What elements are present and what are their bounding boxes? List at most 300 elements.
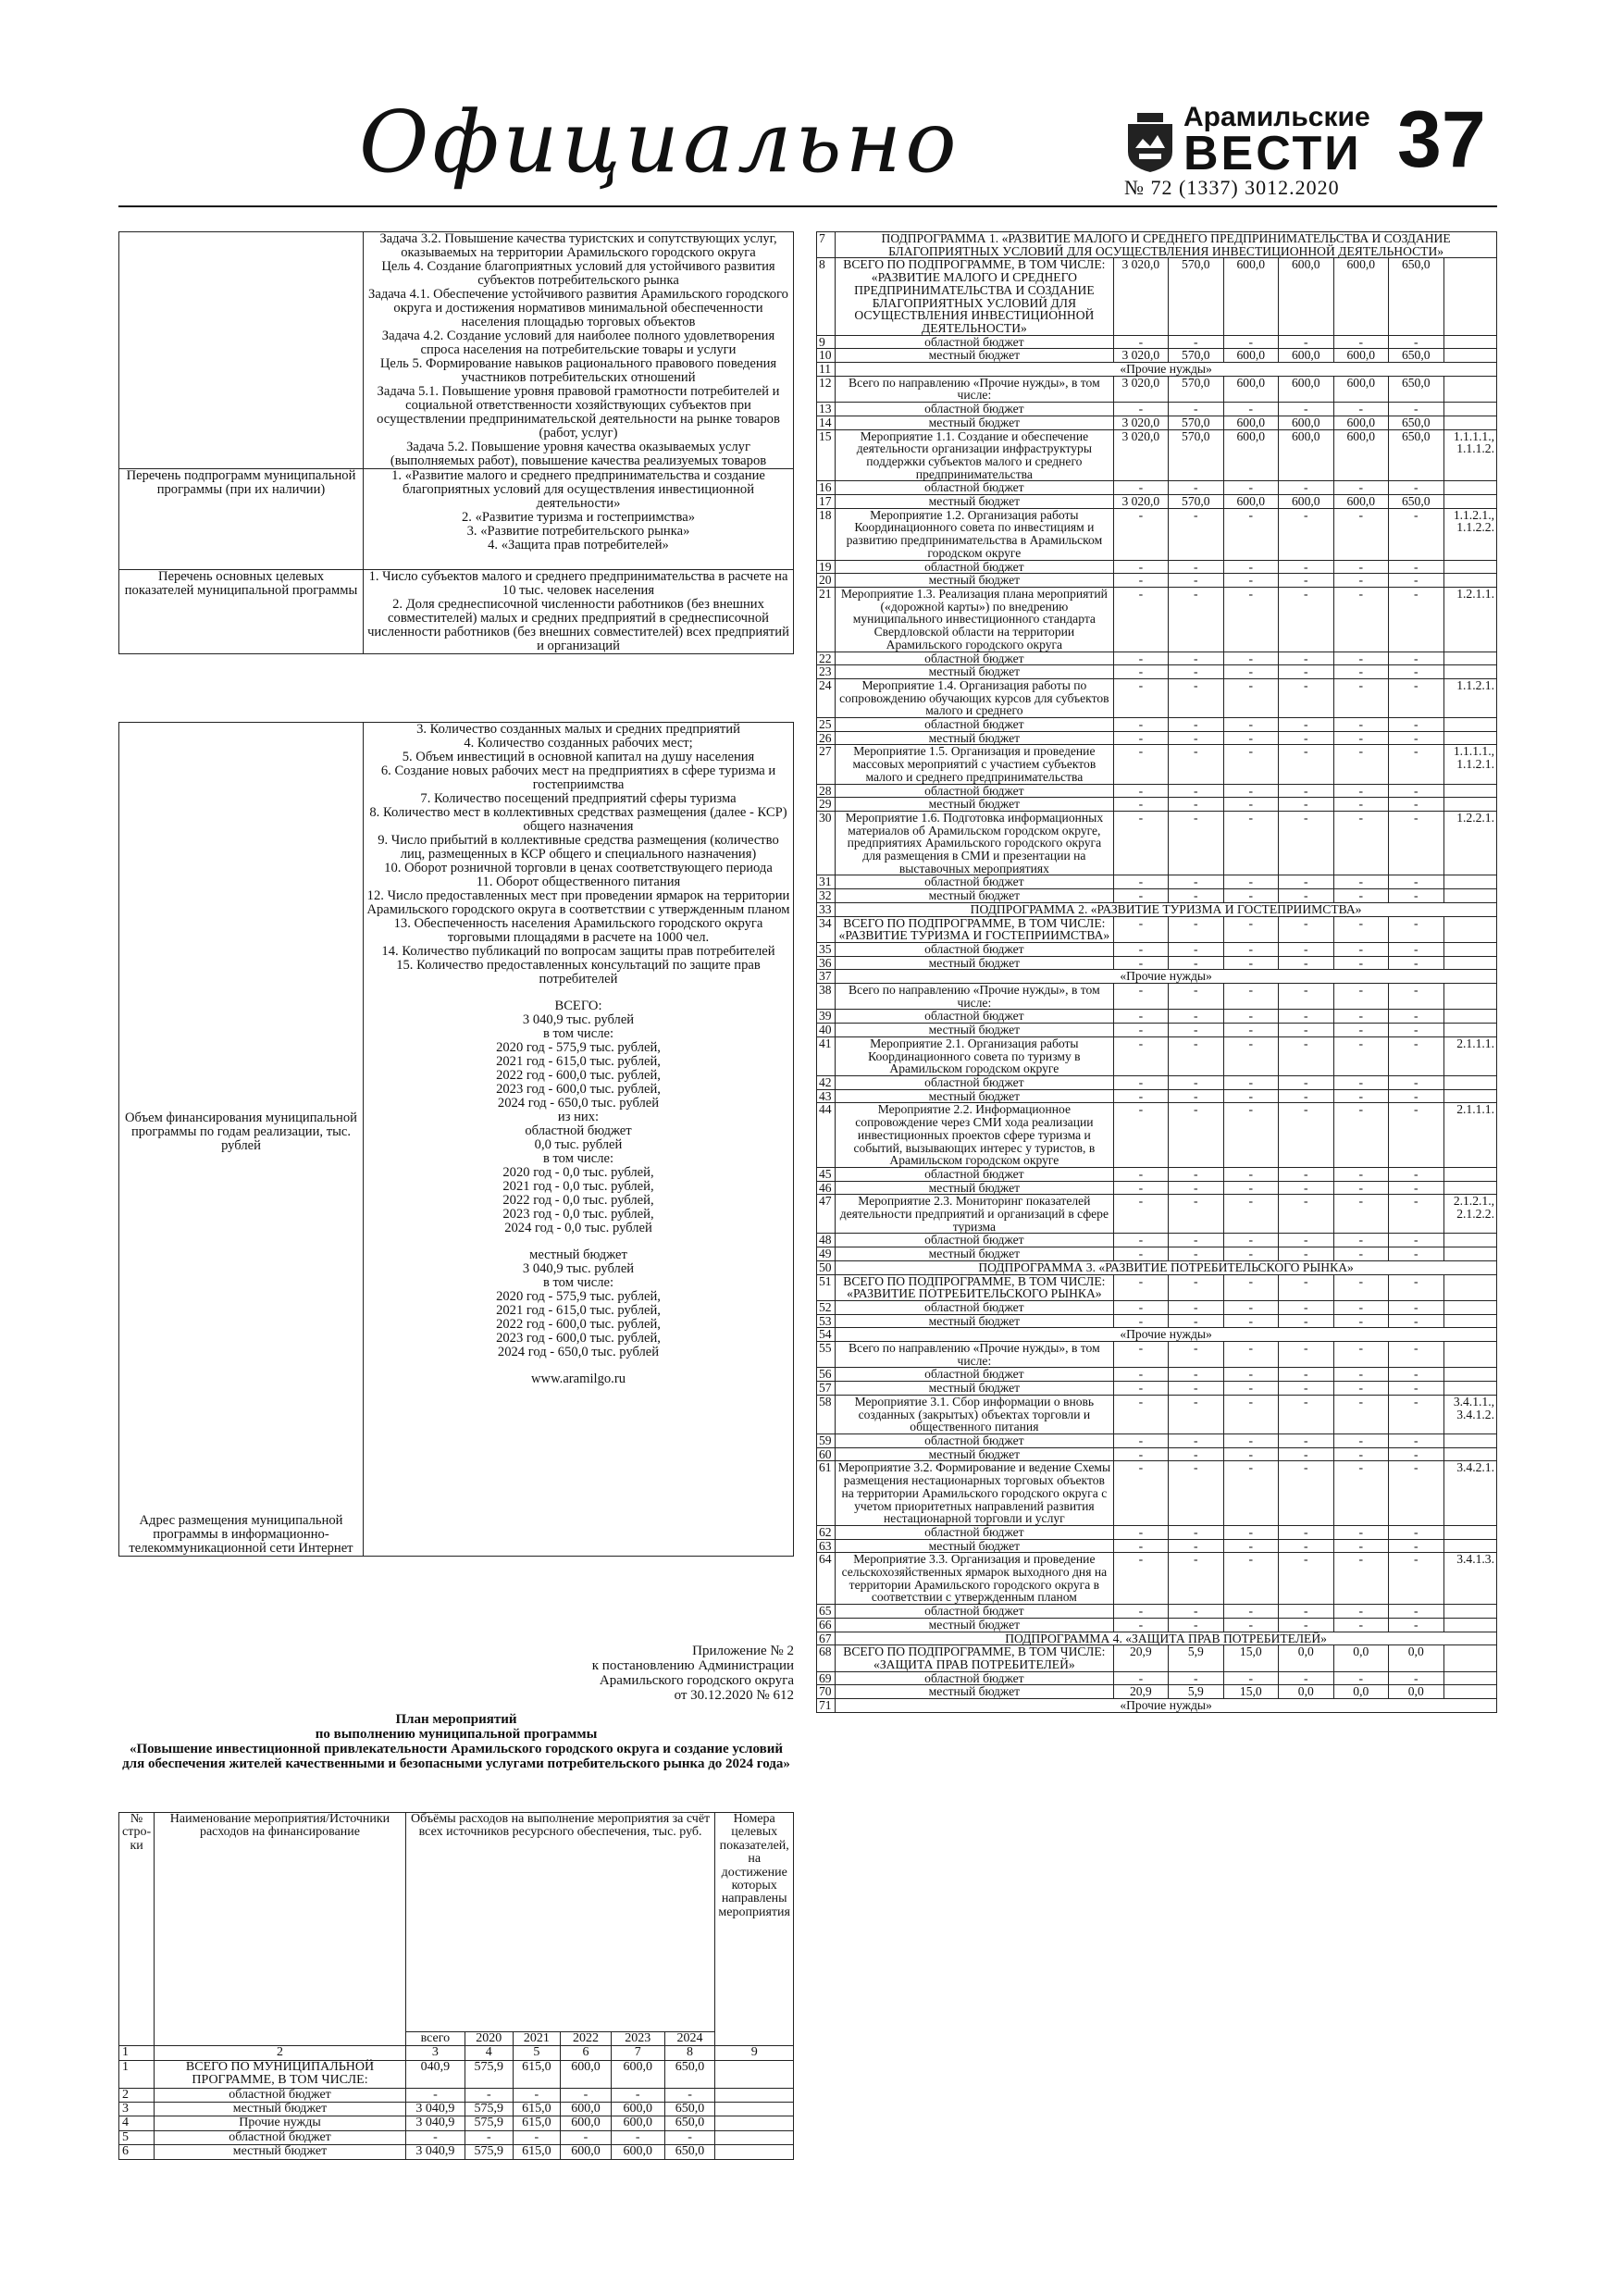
row-number: 18 <box>817 508 836 560</box>
target-numbers <box>1443 731 1497 745</box>
row-number: 42 <box>817 1076 836 1090</box>
item-name: областной бюджет <box>836 403 1113 416</box>
target-numbers <box>1443 416 1497 429</box>
item-name: областной бюджет <box>836 1234 1113 1247</box>
amount-cell: - <box>1223 745 1278 784</box>
amount-cell: - <box>1223 1024 1278 1037</box>
appendix-line: от 30.12.2020 № 612 <box>674 1688 794 1703</box>
amount-cell: 15,0 <box>1223 1685 1278 1699</box>
amount-cell: - <box>1333 1274 1388 1300</box>
amount-cell: - <box>1333 1167 1388 1181</box>
item-name: местный бюджет <box>836 1089 1113 1103</box>
item-name: местный бюджет <box>155 2145 406 2159</box>
item-name: областной бюджет <box>836 560 1113 574</box>
amount-cell: - <box>1279 1461 1333 1526</box>
target-numbers <box>1443 1076 1497 1090</box>
item-name: областной бюджет <box>836 1076 1113 1090</box>
amount-cell: - <box>1333 984 1388 1010</box>
amount-cell: - <box>1333 1368 1388 1382</box>
amount-cell: - <box>1333 1076 1388 1090</box>
amount-cell: 600,0 <box>1279 495 1333 509</box>
amount-cell: - <box>1389 942 1443 956</box>
amount-cell: - <box>1113 1195 1168 1234</box>
table-row <box>817 376 1497 402</box>
target-numbers <box>1443 1447 1497 1461</box>
target-numbers <box>1443 1167 1497 1181</box>
row-number: 52 <box>817 1300 836 1314</box>
amount-cell: - <box>1279 718 1333 732</box>
amount-cell: - <box>1223 1247 1278 1261</box>
amount-cell: 600,0 <box>1279 429 1333 481</box>
indicator-item: 7. Количество посещений предприятий сферы туризма <box>420 791 737 806</box>
amount-cell: 600,0 <box>1223 495 1278 509</box>
amount-cell: 0,0 <box>1279 1645 1333 1671</box>
year-header: 2023 <box>611 2032 664 2046</box>
table-row <box>119 2116 794 2130</box>
amount-cell: - <box>1169 1024 1223 1037</box>
amount-cell: - <box>1113 560 1168 574</box>
amount-cell: - <box>1113 1300 1168 1314</box>
indicator-item: 5. Объем инвестиций в основной капитал на душу населения <box>402 750 755 764</box>
amount-cell: - <box>1169 875 1223 889</box>
table-row <box>817 1382 1497 1396</box>
target-numbers <box>1443 1342 1497 1368</box>
row-number: 38 <box>817 984 836 1010</box>
table-row <box>817 481 1497 495</box>
amount-cell: - <box>1333 1181 1388 1195</box>
amount-cell: 0,0 <box>1389 1685 1443 1699</box>
amount-cell: - <box>1169 652 1223 665</box>
amount-cell: - <box>405 2088 465 2102</box>
amount-cell: - <box>1113 1618 1168 1632</box>
target-numbers: 3.4.2.1. <box>1443 1461 1497 1526</box>
table-row <box>817 875 1497 889</box>
table-row <box>817 1103 1497 1168</box>
goal-item: Цель 4. Создание благоприятных условий для устойчивого развития субъектов потребительского рынка <box>381 259 775 288</box>
amount-cell: - <box>1223 1539 1278 1553</box>
item-name: местный бюджет <box>836 1618 1113 1632</box>
amount-cell: - <box>1279 1368 1333 1382</box>
amount-cell: - <box>1279 1447 1333 1461</box>
col-targets-header: Номера целевых показателей, на достижение которых направлены мероприятия <box>715 1813 794 2046</box>
amount-cell: 600,0 <box>611 2145 664 2159</box>
row-number: 9 <box>817 335 836 349</box>
target-numbers <box>1443 335 1497 349</box>
target-numbers <box>1443 1300 1497 1314</box>
amount-cell: - <box>1223 587 1278 652</box>
amount-cell: - <box>1113 1382 1168 1396</box>
appendix-line: Приложение № 2 <box>692 1644 794 1658</box>
table-row <box>817 1247 1497 1261</box>
amount-cell: 3 040,9 <box>405 2103 465 2116</box>
amount-cell: - <box>1113 1605 1168 1619</box>
target-numbers <box>1443 1024 1497 1037</box>
amount-cell: - <box>1223 652 1278 665</box>
amount-cell: - <box>1279 1181 1333 1195</box>
amount-cell: - <box>1333 811 1388 875</box>
amount-cell: - <box>1113 403 1168 416</box>
item-name: местный бюджет <box>836 1447 1113 1461</box>
amount-cell: 3 040,9 <box>405 2145 465 2159</box>
amount-cell: - <box>1169 1314 1223 1328</box>
indicator-item: 10. Оборот розничной торговли в ценах соответствующего периода <box>384 861 773 875</box>
item-name: местный бюджет <box>836 349 1113 363</box>
amount-cell: - <box>1113 745 1168 784</box>
target-numbers <box>1443 1382 1497 1396</box>
amount-cell: - <box>1169 1167 1223 1181</box>
amount-cell: - <box>465 2088 514 2102</box>
target-numbers <box>1443 349 1497 363</box>
amount-cell: - <box>561 2088 612 2102</box>
table-row <box>817 1342 1497 1368</box>
target-numbers <box>1443 665 1497 679</box>
amount-cell: - <box>1113 916 1168 942</box>
goal-item: Задача 5.2. Повышение уровня качества оказываемых услуг (выполняемых работ), повышение качества реализуемых товаров <box>390 440 767 468</box>
amount-cell: - <box>1333 403 1388 416</box>
amount-cell: - <box>1223 1103 1278 1168</box>
amount-cell: - <box>1389 1433 1443 1447</box>
indicator-item: 8. Количество мест в коллективных средствах размещения (далее - КСР) общего назначения <box>369 805 787 834</box>
amount-cell: - <box>1169 1368 1223 1382</box>
amount-cell: - <box>1223 560 1278 574</box>
amount-cell: - <box>1169 942 1223 956</box>
amount-cell: 600,0 <box>1279 258 1333 335</box>
amount-cell: - <box>611 2130 664 2144</box>
target-numbers: 1.1.2.1. <box>1443 678 1497 717</box>
amount-cell: - <box>1389 1382 1443 1396</box>
amount-cell: - <box>1113 1433 1168 1447</box>
table-row <box>817 1553 1497 1605</box>
amount-cell: - <box>1279 875 1333 889</box>
amount-cell: - <box>1389 1553 1443 1605</box>
amount-cell: - <box>1223 1274 1278 1300</box>
amount-cell: 3 020,0 <box>1113 376 1168 402</box>
finance-line: из них: <box>557 1110 600 1124</box>
amount-cell: 600,0 <box>561 2145 612 2159</box>
item-name: областной бюджет <box>836 1671 1113 1685</box>
amount-cell: 3 020,0 <box>1113 258 1168 335</box>
amount-cell: - <box>1333 1089 1388 1103</box>
amount-cell: - <box>1279 811 1333 875</box>
finance-line: 0,0 тыс. рублей <box>534 1137 623 1152</box>
amount-cell: - <box>1279 1539 1333 1553</box>
amount-cell: - <box>1279 1195 1333 1234</box>
amount-cell: 600,0 <box>1223 416 1278 429</box>
table-row <box>817 1433 1497 1447</box>
item-name: Всего по направлению «Прочие нужды», в том числе: <box>836 1342 1113 1368</box>
amount-cell: - <box>1333 916 1388 942</box>
table-row <box>817 574 1497 588</box>
amount-cell: - <box>1279 1433 1333 1447</box>
col-number: 4 <box>465 2046 514 2060</box>
item-name: местный бюджет <box>836 495 1113 509</box>
amount-cell: - <box>1223 1089 1278 1103</box>
amount-cell: - <box>1389 731 1443 745</box>
table-row <box>817 1671 1497 1685</box>
amount-cell: - <box>1113 1076 1168 1090</box>
amount-cell: - <box>1169 1382 1223 1396</box>
amount-cell: 0,0 <box>1333 1645 1388 1671</box>
row-number: 29 <box>817 798 836 812</box>
amount-cell: 0,0 <box>1279 1685 1333 1699</box>
item-name: Мероприятие 1.2. Организация работы Координационного совета по инвестициям и развитию предпринимательства в Арамильском городском округе <box>836 508 1113 560</box>
amount-cell: - <box>1333 1010 1388 1024</box>
section-title: Официально <box>359 93 960 192</box>
amount-cell: - <box>1223 1618 1278 1632</box>
amount-cell: 575,9 <box>465 2060 514 2088</box>
row-number: 23 <box>817 665 836 679</box>
amount-cell: - <box>1169 678 1223 717</box>
amount-cell: - <box>1223 1076 1278 1090</box>
amount-cell: - <box>1113 1525 1168 1539</box>
passport-table-2 <box>118 722 794 1557</box>
amount-cell: - <box>1169 1036 1223 1075</box>
target-numbers: 1.2.2.1. <box>1443 811 1497 875</box>
row-number: 50 <box>817 1260 836 1274</box>
amount-cell: - <box>1113 574 1168 588</box>
amount-cell: - <box>1333 745 1388 784</box>
amount-cell: - <box>1333 1247 1388 1261</box>
amount-cell: 570,0 <box>1169 429 1223 481</box>
amount-cell: - <box>1389 403 1443 416</box>
amount-cell: - <box>1223 1195 1278 1234</box>
section-heading: «Прочие нужды» <box>836 1328 1497 1342</box>
row-number: 63 <box>817 1539 836 1553</box>
amount-cell: 3 020,0 <box>1113 349 1168 363</box>
amount-cell: - <box>1389 875 1443 889</box>
amount-cell: - <box>1389 1234 1443 1247</box>
item-name: областной бюджет <box>836 652 1113 665</box>
row-number: 67 <box>817 1632 836 1645</box>
finance-line: 2022 год - 0,0 тыс. рублей, <box>502 1193 654 1208</box>
row-number: 66 <box>817 1618 836 1632</box>
table-row <box>817 1195 1497 1234</box>
amount-cell: - <box>1333 942 1388 956</box>
amount-cell: - <box>1223 1525 1278 1539</box>
amount-cell: 615,0 <box>513 2103 561 2116</box>
amount-cell: - <box>1389 1076 1443 1090</box>
amount-cell: - <box>1223 1234 1278 1247</box>
amount-cell: - <box>1389 481 1443 495</box>
target-numbers <box>1443 652 1497 665</box>
finance-line: 2021 год - 615,0 тыс. рублей, <box>496 1054 661 1069</box>
finance-line: 3 040,9 тыс. рублей <box>522 1261 635 1276</box>
amount-cell: 650,0 <box>1389 349 1443 363</box>
target-numbers <box>1443 376 1497 402</box>
plan-table-continued <box>816 231 1497 1713</box>
item-name: местный бюджет <box>836 1247 1113 1261</box>
amount-cell: - <box>1169 1539 1223 1553</box>
target-numbers <box>1443 1671 1497 1685</box>
table-row <box>817 665 1497 679</box>
row-number: 21 <box>817 587 836 652</box>
row-number: 37 <box>817 970 836 984</box>
item-name: ВСЕГО ПО ПОДПРОГРАММЕ, В ТОМ ЧИСЛЕ: «РАЗВИТИЕ МАЛОГО И СРЕДНЕГО ПРЕДПРИНИМАТЕЛЬСТВА И СОЗДАНИЕ БЛАГОПРИЯТНЫХ УСЛОВИЙ ДЛЯ ОСУЩЕСТВЛЕНИЯ ИНВЕСТИЦИОННОЙ ДЕЯТЕЛЬНОСТИ» <box>836 258 1113 335</box>
amount-cell: - <box>1223 678 1278 717</box>
table-row <box>817 1076 1497 1090</box>
amount-cell: - <box>1113 1274 1168 1300</box>
table-row <box>119 2088 794 2102</box>
website-link[interactable]: www.aramilgo.ru <box>531 1371 626 1386</box>
table-row <box>817 1010 1497 1024</box>
target-numbers <box>1443 1618 1497 1632</box>
item-name: Мероприятие 1.6. Подготовка информационных материалов об Арамильском городском округе, предприятиях Арамильского городского округа для размещения в СМИ и презентации на выставочных мероприятиях <box>836 811 1113 875</box>
indicator-item: 13. Обеспеченность населения Арамильского городского округа торговыми площадями в расчете на 1000 чел. <box>393 916 763 945</box>
amount-cell: - <box>1223 1671 1278 1685</box>
row-number: 6 <box>119 2145 155 2159</box>
row-number: 10 <box>817 349 836 363</box>
row-number: 53 <box>817 1314 836 1328</box>
item-name: Мероприятие 2.3. Мониторинг показателей деятельности предприятий и организаций в сфере туризма <box>836 1195 1113 1234</box>
row-number: 54 <box>817 1328 836 1342</box>
amount-cell: - <box>1279 1525 1333 1539</box>
section-heading: ПОДПРОГРАММА 4. «ЗАЩИТА ПРАВ ПОТРЕБИТЕЛЕЙ» <box>836 1632 1497 1645</box>
amount-cell: - <box>1333 1300 1388 1314</box>
amount-cell: 570,0 <box>1169 258 1223 335</box>
row-number: 49 <box>817 1247 836 1261</box>
table-row <box>817 942 1497 956</box>
amount-cell: - <box>1223 1342 1278 1368</box>
amount-cell: - <box>1389 984 1443 1010</box>
amount-cell: - <box>1113 875 1168 889</box>
item-name: местный бюджет <box>836 1314 1113 1328</box>
amount-cell: - <box>1279 745 1333 784</box>
amount-cell: - <box>1113 1314 1168 1328</box>
amount-cell: - <box>1279 956 1333 970</box>
item-name: местный бюджет <box>836 1382 1113 1396</box>
table-row <box>817 560 1497 574</box>
amount-cell: 600,0 <box>611 2103 664 2116</box>
subprogram-item: 4. «Защита прав потребителей» <box>488 538 669 552</box>
amount-cell: 600,0 <box>1279 376 1333 402</box>
amount-cell: 575,9 <box>465 2116 514 2130</box>
brand-top: Арамильские <box>1183 102 1370 132</box>
amount-cell: - <box>1223 731 1278 745</box>
table-row <box>817 1525 1497 1539</box>
indicator-item: 6. Создание новых рабочих мест на предприятиях в сфере туризма и гостеприимства <box>380 763 776 792</box>
row-number: 12 <box>817 376 836 402</box>
amount-cell: - <box>1389 1167 1443 1181</box>
amount-cell: - <box>1279 1010 1333 1024</box>
amount-cell: 600,0 <box>1333 349 1388 363</box>
amount-cell: - <box>1279 1274 1333 1300</box>
finance-line: 2023 год - 600,0 тыс. рублей, <box>496 1082 661 1097</box>
amount-cell: - <box>1113 942 1168 956</box>
item-name: областной бюджет <box>155 2088 406 2102</box>
amount-cell: 20,9 <box>1113 1685 1168 1699</box>
row-number: 48 <box>817 1234 836 1247</box>
column-numbers-row <box>119 2046 794 2060</box>
row-number: 26 <box>817 731 836 745</box>
amount-cell: - <box>1169 481 1223 495</box>
amount-cell: 600,0 <box>1279 416 1333 429</box>
amount-cell: - <box>1169 1089 1223 1103</box>
indicator-item: 3. Количество созданных малых и средних предприятий <box>416 722 740 737</box>
goal-item: Задача 4.1. Обеспечение устойчивого развития Арамильского городского округа и достижения нормативов минимальной обеспеченности населения площадью торговых объектов <box>368 287 788 329</box>
amount-cell: - <box>1113 1024 1168 1037</box>
amount-cell: - <box>1223 1395 1278 1433</box>
row-number: 2 <box>119 2088 155 2102</box>
amount-cell: - <box>1389 1195 1443 1234</box>
item-name: местный бюджет <box>836 798 1113 812</box>
amount-cell: - <box>1333 665 1388 679</box>
section-heading: «Прочие нужды» <box>836 970 1497 984</box>
amount-cell: - <box>1113 1395 1168 1433</box>
section-heading-row <box>817 1632 1497 1645</box>
table-row <box>817 784 1497 798</box>
item-name: Мероприятие 2.1. Организация работы Координационного совета по туризму в Арамильском городском округе <box>836 1036 1113 1075</box>
amount-cell: - <box>1333 560 1388 574</box>
amount-cell: 615,0 <box>513 2145 561 2159</box>
amount-cell: 650,0 <box>1389 258 1443 335</box>
amount-cell: - <box>1389 1300 1443 1314</box>
plan-title-line: «Повышение инвестиционной привлекательности Арамильского городского округа и создание условий для обеспечения жителей качественными и безопасными услугами потребительского рынка до 2024 года» <box>122 1742 790 1771</box>
amount-cell: - <box>1169 731 1223 745</box>
finance-line: 2022 год - 600,0 тыс. рублей, <box>496 1068 661 1083</box>
item-name: местный бюджет <box>836 956 1113 970</box>
target-numbers <box>1443 1645 1497 1671</box>
amount-cell: 570,0 <box>1169 416 1223 429</box>
item-name: местный бюджет <box>836 1024 1113 1037</box>
goal-item: Задача 4.2. Создание условий для наиболее полного удовлетворения спроса населения на потребительские товары и услуги <box>381 329 775 357</box>
target-numbers <box>1443 560 1497 574</box>
target-numbers <box>1443 942 1497 956</box>
target-numbers <box>1443 258 1497 335</box>
amount-cell: - <box>1113 1447 1168 1461</box>
amount-cell: 600,0 <box>1333 429 1388 481</box>
amount-cell: - <box>1113 678 1168 717</box>
amount-cell: - <box>1333 889 1388 903</box>
amount-cell: 650,0 <box>1389 495 1443 509</box>
item-name: областной бюджет <box>836 1167 1113 1181</box>
amount-cell: - <box>1279 916 1333 942</box>
table-row <box>817 508 1497 560</box>
target-numbers: 2.1.1.1. <box>1443 1103 1497 1168</box>
amount-cell: - <box>465 2130 514 2144</box>
amount-cell: 0,0 <box>1333 1685 1388 1699</box>
row-number: 20 <box>817 574 836 588</box>
table-row <box>817 429 1497 481</box>
amount-cell: - <box>1113 1167 1168 1181</box>
col-number: 1 <box>119 2046 155 2060</box>
amount-cell: - <box>1223 798 1278 812</box>
amount-cell: - <box>1279 1089 1333 1103</box>
item-name: областной бюджет <box>836 1010 1113 1024</box>
amount-cell: - <box>1169 984 1223 1010</box>
amount-cell: - <box>1113 335 1168 349</box>
indicator-item: 11. Оборот общественного питания <box>476 875 681 889</box>
row-number: 69 <box>817 1671 836 1685</box>
amount-cell: - <box>1113 665 1168 679</box>
year-header: 2021 <box>513 2032 561 2046</box>
row-number: 46 <box>817 1181 836 1195</box>
amount-cell: - <box>1169 508 1223 560</box>
col-name-header: Наименование мероприятия/Источники расходов на финансирование <box>155 1813 406 2046</box>
target-numbers <box>1443 403 1497 416</box>
amount-cell: - <box>1389 560 1443 574</box>
item-name: ВСЕГО ПО ПОДПРОГРАММЕ, В ТОМ ЧИСЛЕ: «ЗАЩИТА ПРАВ ПОТРЕБИТЕЛЕЙ» <box>836 1645 1113 1671</box>
amount-cell: 650,0 <box>664 2103 715 2116</box>
amount-cell: - <box>664 2130 715 2144</box>
table-row <box>817 416 1497 429</box>
table-row <box>817 678 1497 717</box>
section-heading: ПОДПРОГРАММА 1. «РАЗВИТИЕ МАЛОГО И СРЕДНЕГО ПРЕДПРИНИМАТЕЛЬСТВА И СОЗДАНИЕ БЛАГОПРИЯТНЫХ УСЛОВИЙ ДЛЯ ОСУЩЕСТВЛЕНИЯ ИНВЕСТИЦИОННОЙ ДЕЯТЕЛЬНОСТИ» <box>836 232 1497 258</box>
row-number: 35 <box>817 942 836 956</box>
table-row <box>817 1274 1497 1300</box>
amount-cell: - <box>1223 1447 1278 1461</box>
target-numbers <box>1443 784 1497 798</box>
item-name: областной бюджет <box>836 335 1113 349</box>
